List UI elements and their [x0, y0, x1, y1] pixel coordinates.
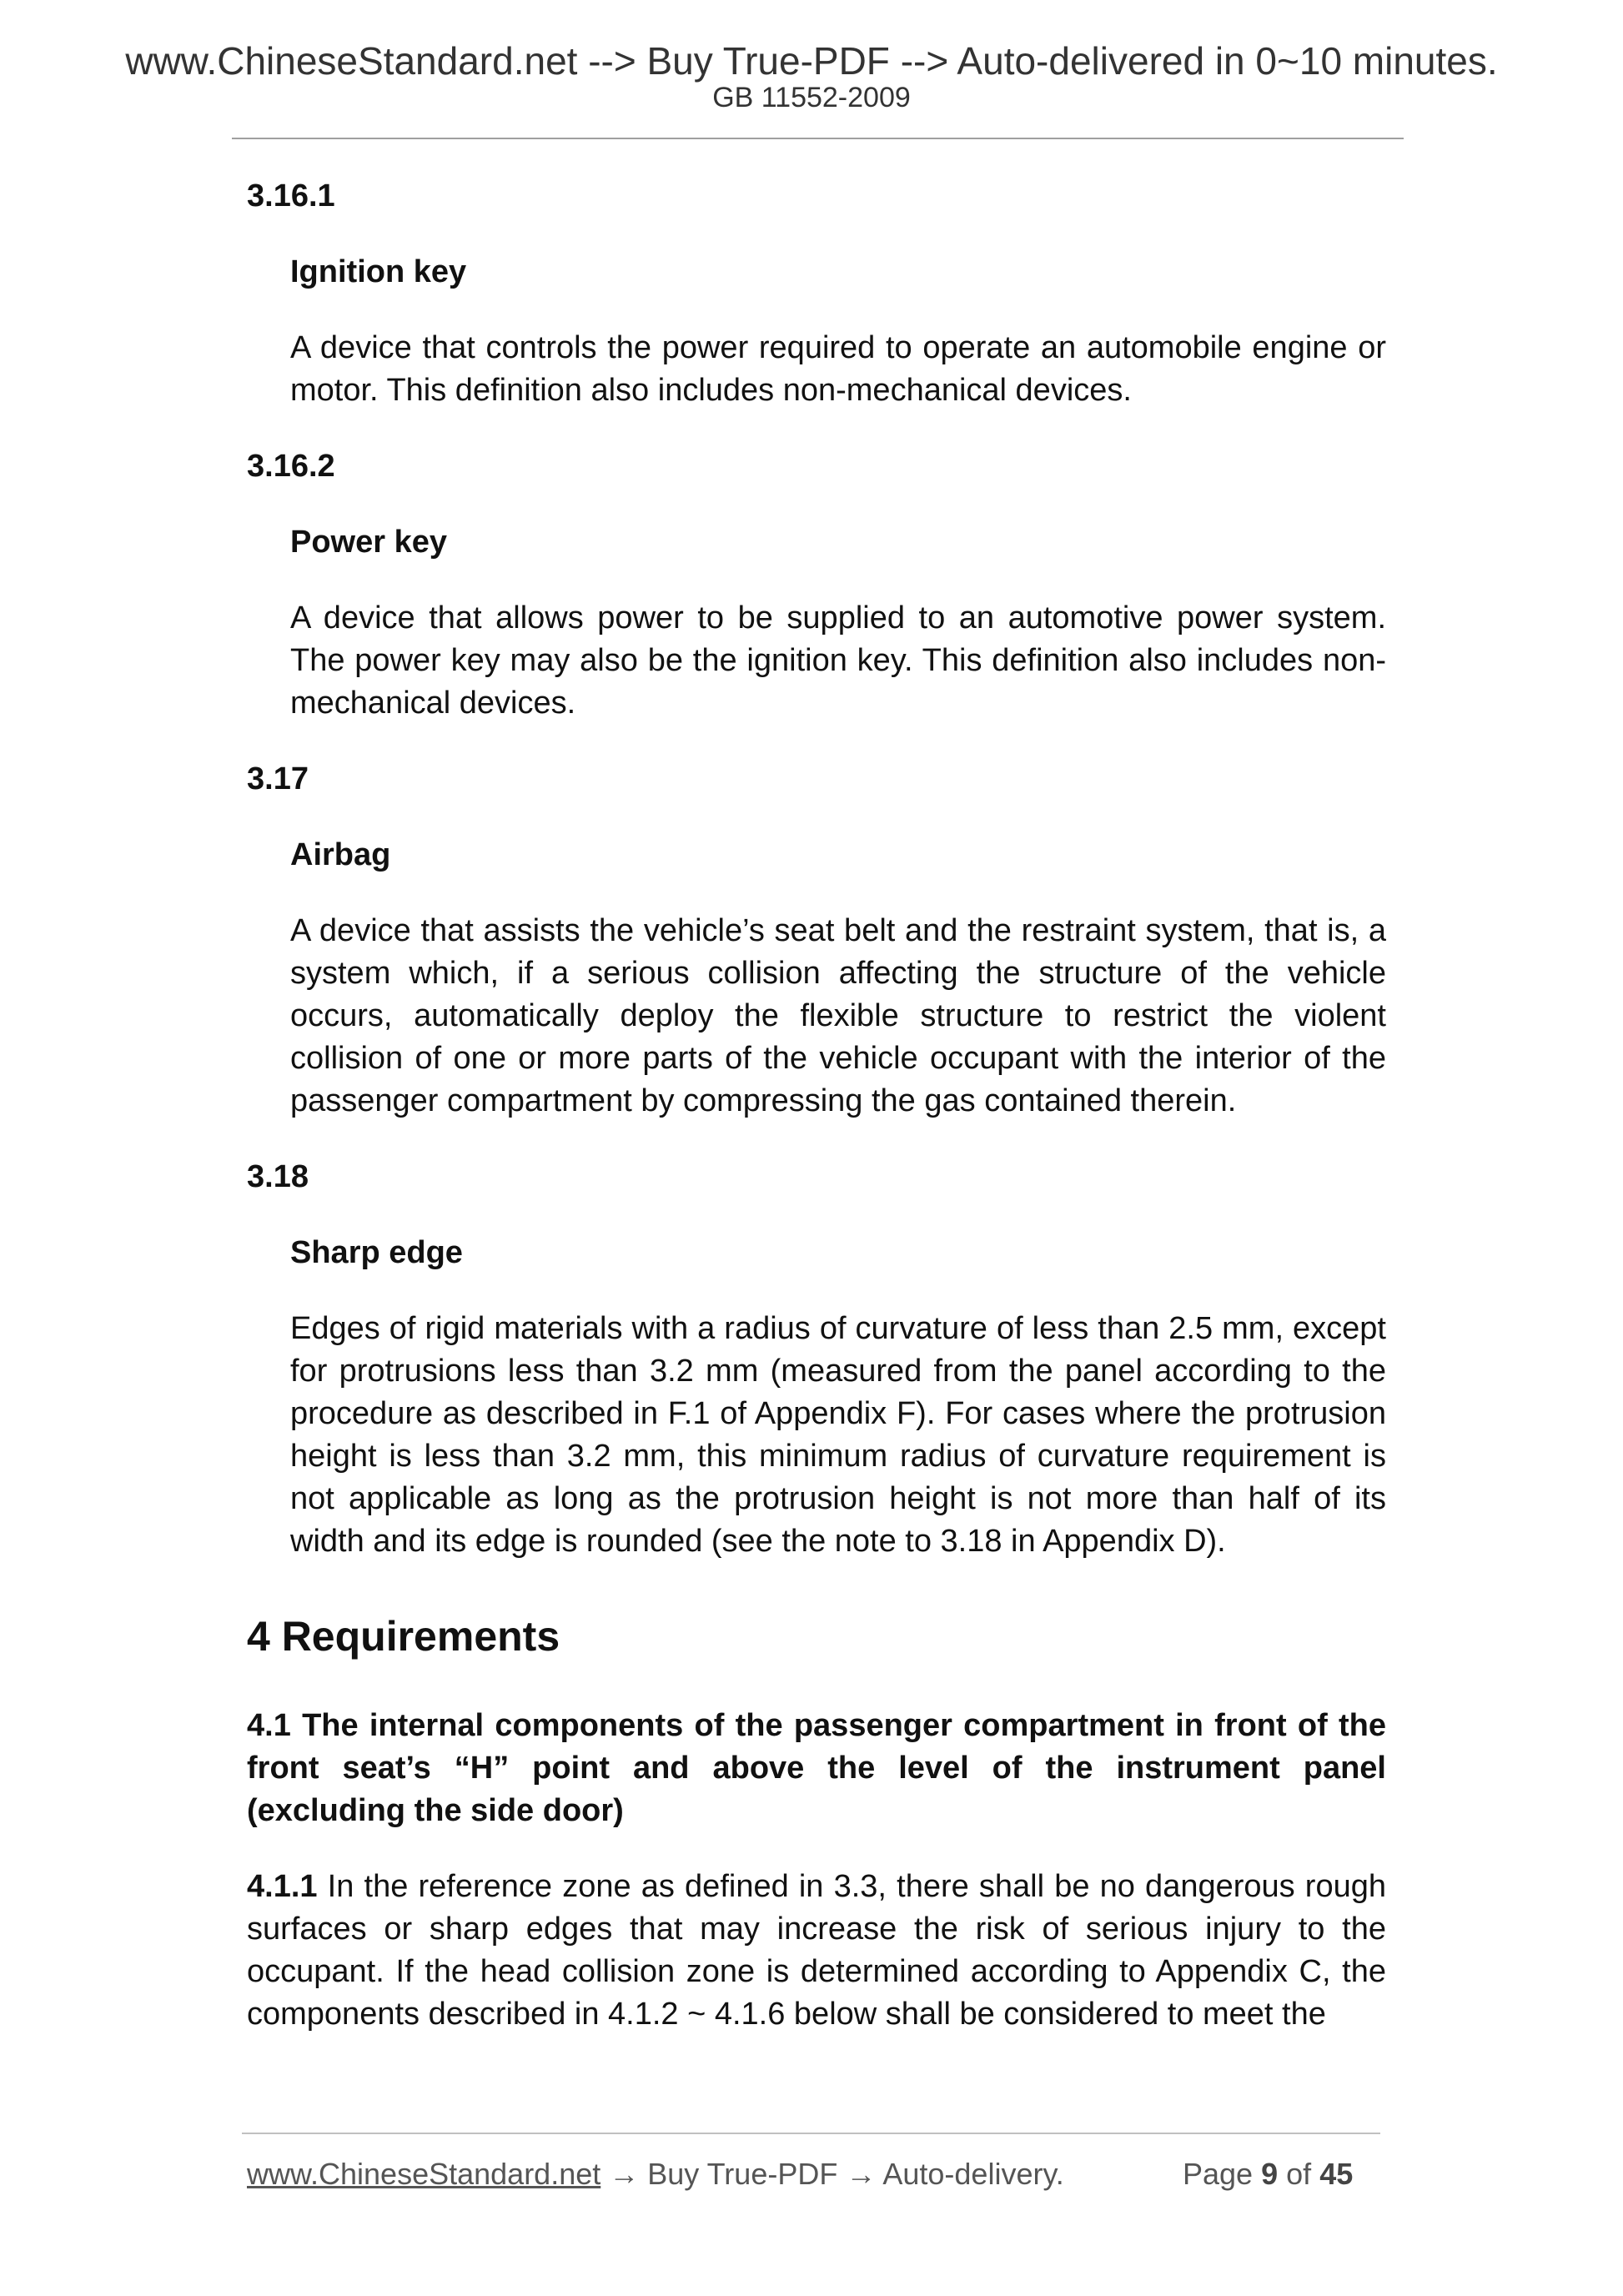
- footer-delivery-text: Auto-delivery.: [882, 2157, 1064, 2191]
- arrow-icon: →: [600, 2157, 648, 2191]
- term-title: Power key: [290, 525, 447, 560]
- top-banner: www.ChineseStandard.net --> Buy True-PDF --> Auto-delivered in 0~10 minutes.: [125, 39, 1498, 83]
- arrow-icon: →: [837, 2157, 883, 2191]
- page-label: Page: [1183, 2157, 1254, 2191]
- clause-number: 3.17: [247, 761, 309, 796]
- footer-site-link[interactable]: www.ChineseStandard.net: [247, 2157, 601, 2191]
- document-body: [247, 175, 1386, 2036]
- clause-number: 3.18: [247, 1159, 309, 1194]
- term-definition: A device that assists the vehicle’s seat belt and the restraint system, that is, a system which, if a serious collision affecting the structure of the vehicle occurs, automatically deploy the flexible structure to restrict the violent collision of one or more parts of the vehicle occupant with the interior of the passenger compartment by compressing the gas contained therein.: [290, 913, 1386, 1118]
- page-indicator: [1183, 2154, 1353, 2194]
- clause-paragraph: [247, 1866, 1386, 2036]
- footer-promo: [247, 2154, 1064, 2194]
- clause-number: 3.16.2: [247, 449, 335, 484]
- header-divider: [232, 138, 1404, 139]
- term-title: Airbag: [290, 837, 391, 872]
- of-label: of: [1286, 2157, 1312, 2191]
- subsection-heading: 4.1 The internal components of the passenger compartment in front of the front seat’s “H” point and above the level of the instrument panel (excluding the side door): [247, 1708, 1386, 1828]
- term-definition: Edges of rigid materials with a radius of curvature of less than 2.5 mm, except for protrusions less than 3.2 mm (measured from the panel according to the procedure as described in F.1 of Appendix F). For cases where the protrusion height is less than 3.2 mm, this minimum radius of curvature requirement is not applicable as long as the protrusion height is not more than half of its width and its edge is rounded (see the note to 3.18 in Appendix D).: [290, 1311, 1386, 1559]
- footer-divider: [242, 2133, 1380, 2134]
- paragraph-text: In the reference zone as defined in 3.3, there shall be no dangerous rough surfaces or sharp edges that may increase the risk of serious injury to the occupant. If the head collision zone is determined according to Appendix C, the components described in 4.1.2 ~ 4.1.6 below shall be considered to meet the: [247, 1869, 1386, 2032]
- term-title: Ignition key: [290, 254, 467, 289]
- clause-number: 3.16.1: [247, 178, 335, 214]
- standard-code: GB 11552-2009: [712, 82, 911, 113]
- term-definition: A device that allows power to be supplied to an automotive power system. The power key may also be the ignition key. This definition also includes non-mechanical devices.: [290, 600, 1386, 721]
- paragraph-clause-number: 4.1.1: [247, 1869, 318, 1904]
- term-definition: A device that controls the power required to operate an automobile engine or motor. This definition also includes non-mechanical devices.: [290, 330, 1386, 408]
- term-title: Sharp edge: [290, 1235, 463, 1270]
- page-number: 9: [1261, 2157, 1279, 2191]
- footer-buy-text: Buy True-PDF: [647, 2157, 838, 2191]
- section-heading: 4 Requirements: [247, 1613, 560, 1660]
- total-pages: 45: [1319, 2157, 1354, 2191]
